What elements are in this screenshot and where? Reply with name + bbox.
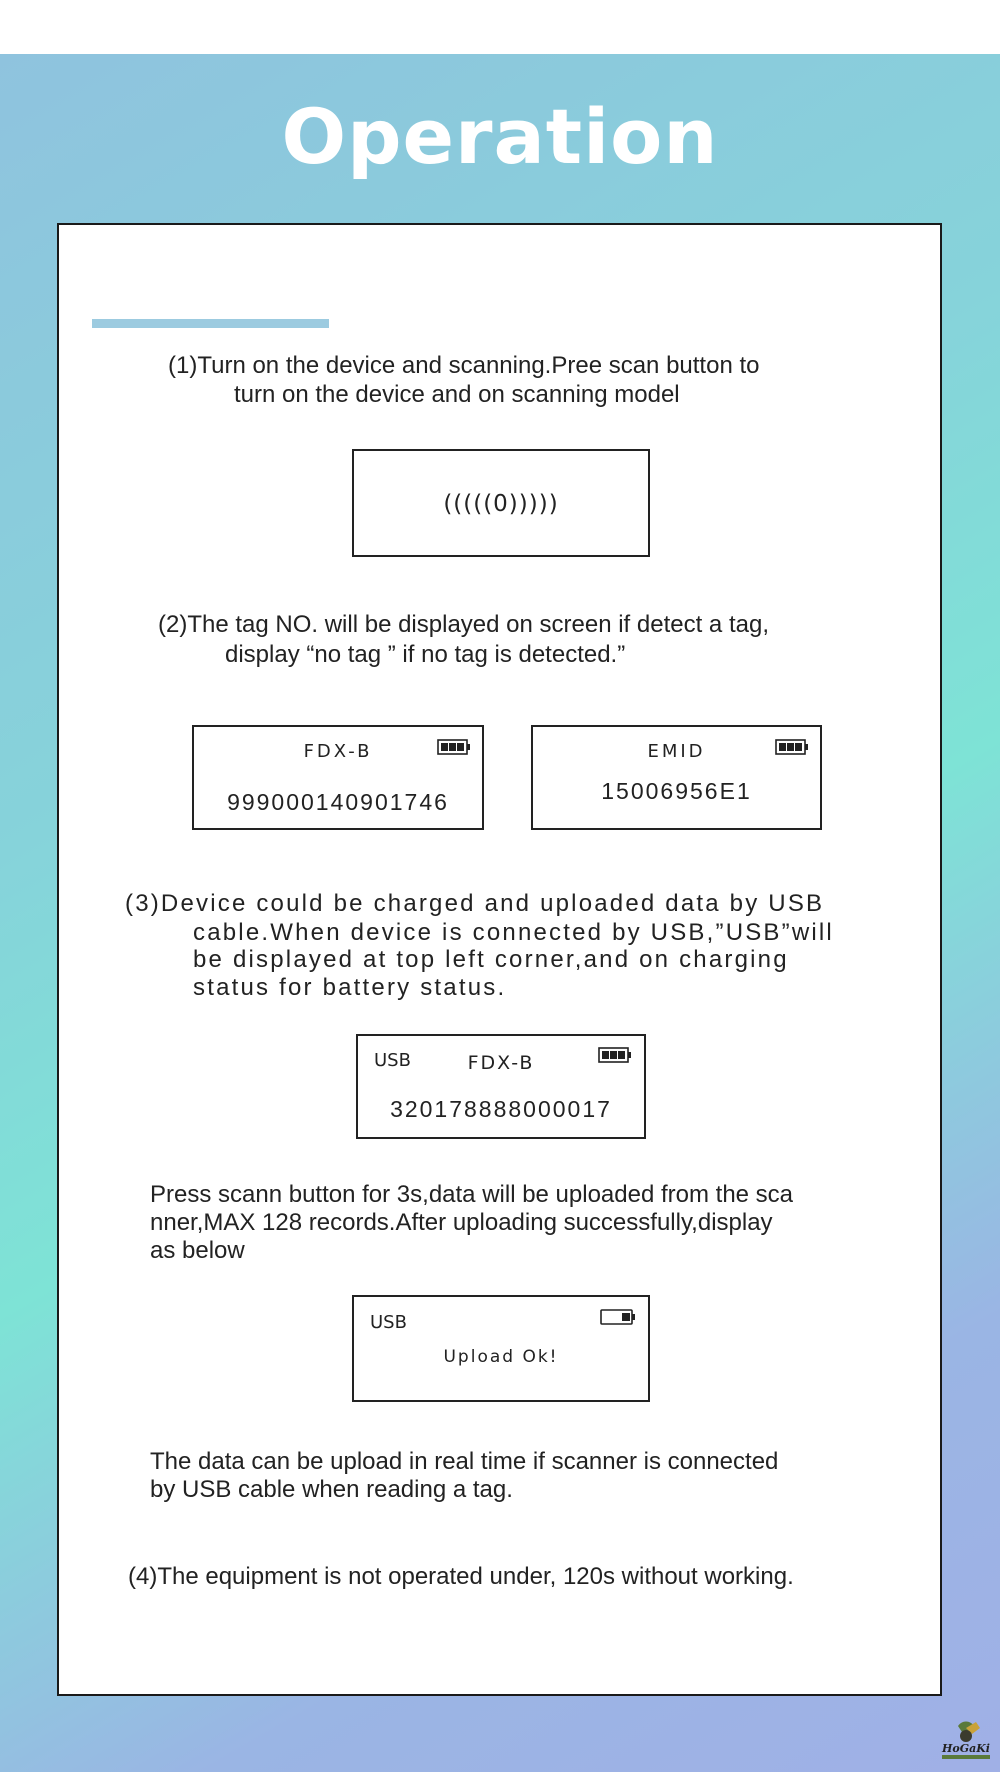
realtime-note-line1: The data can be upload in real time if scanner is connected xyxy=(150,1448,779,1475)
step3-line3: be displayed at top left corner,and on charging xyxy=(193,946,789,973)
step1-line2: turn on the device and on scanning model xyxy=(234,381,680,408)
tag-type-label: FDX-B xyxy=(303,741,373,762)
lcd-screen-scanning xyxy=(352,449,650,557)
hogaki-logo-icon xyxy=(936,1718,996,1762)
upload-note-line3: as below xyxy=(150,1237,245,1264)
tag-type-label: FDX-B xyxy=(467,1052,535,1074)
usb-indicator: USB xyxy=(374,1050,411,1071)
step4-line1: (4)The equipment is not operated under, 120s without working. xyxy=(128,1563,794,1590)
lcd-screen-fdxb xyxy=(192,725,484,830)
upload-status-message: Upload Ok! xyxy=(443,1347,559,1367)
tag-number: 999000140901746 xyxy=(227,789,449,815)
upload-note-line1: Press scann button for 3s,data will be uploaded from the sca xyxy=(150,1181,794,1208)
usb-indicator: USB xyxy=(370,1312,407,1333)
lcd-screen-upload-ok xyxy=(352,1295,650,1402)
battery-charging-icon xyxy=(600,1309,636,1326)
step3-line4: status for battery status. xyxy=(193,974,507,1001)
scanning-indicator: (((((0))))) xyxy=(443,491,559,517)
tag-type-label: EMID xyxy=(647,741,706,762)
logo-text: HoGaKi xyxy=(942,1742,990,1755)
tag-number: 15006956E1 xyxy=(601,778,752,804)
battery-full-icon xyxy=(437,739,471,755)
step3-line1: (3)Device could be charged and uploaded data by USB xyxy=(125,890,825,917)
step3-line2: cable.When device is connected by USB,”USB”will xyxy=(193,919,834,946)
battery-full-icon xyxy=(598,1047,632,1063)
page-title: Operation xyxy=(281,92,719,181)
realtime-note-line2: by USB cable when reading a tag. xyxy=(150,1476,513,1503)
step2-line1: (2)The tag NO. will be displayed on screen if detect a tag, xyxy=(158,611,769,638)
step2-line2: display “no tag ” if no tag is detected.” xyxy=(225,641,626,668)
lcd-screen-usb-fdxb xyxy=(356,1034,646,1139)
tag-number: 320178888000017 xyxy=(390,1096,612,1122)
lcd-screen-emid xyxy=(531,725,822,830)
step1-line1: (1)Turn on the device and scanning.Pree scan button to xyxy=(168,352,760,379)
battery-full-icon xyxy=(775,739,809,755)
accent-bar xyxy=(92,319,329,328)
upload-note-line2: nner,MAX 128 records.After uploading successfully,display xyxy=(150,1209,773,1236)
